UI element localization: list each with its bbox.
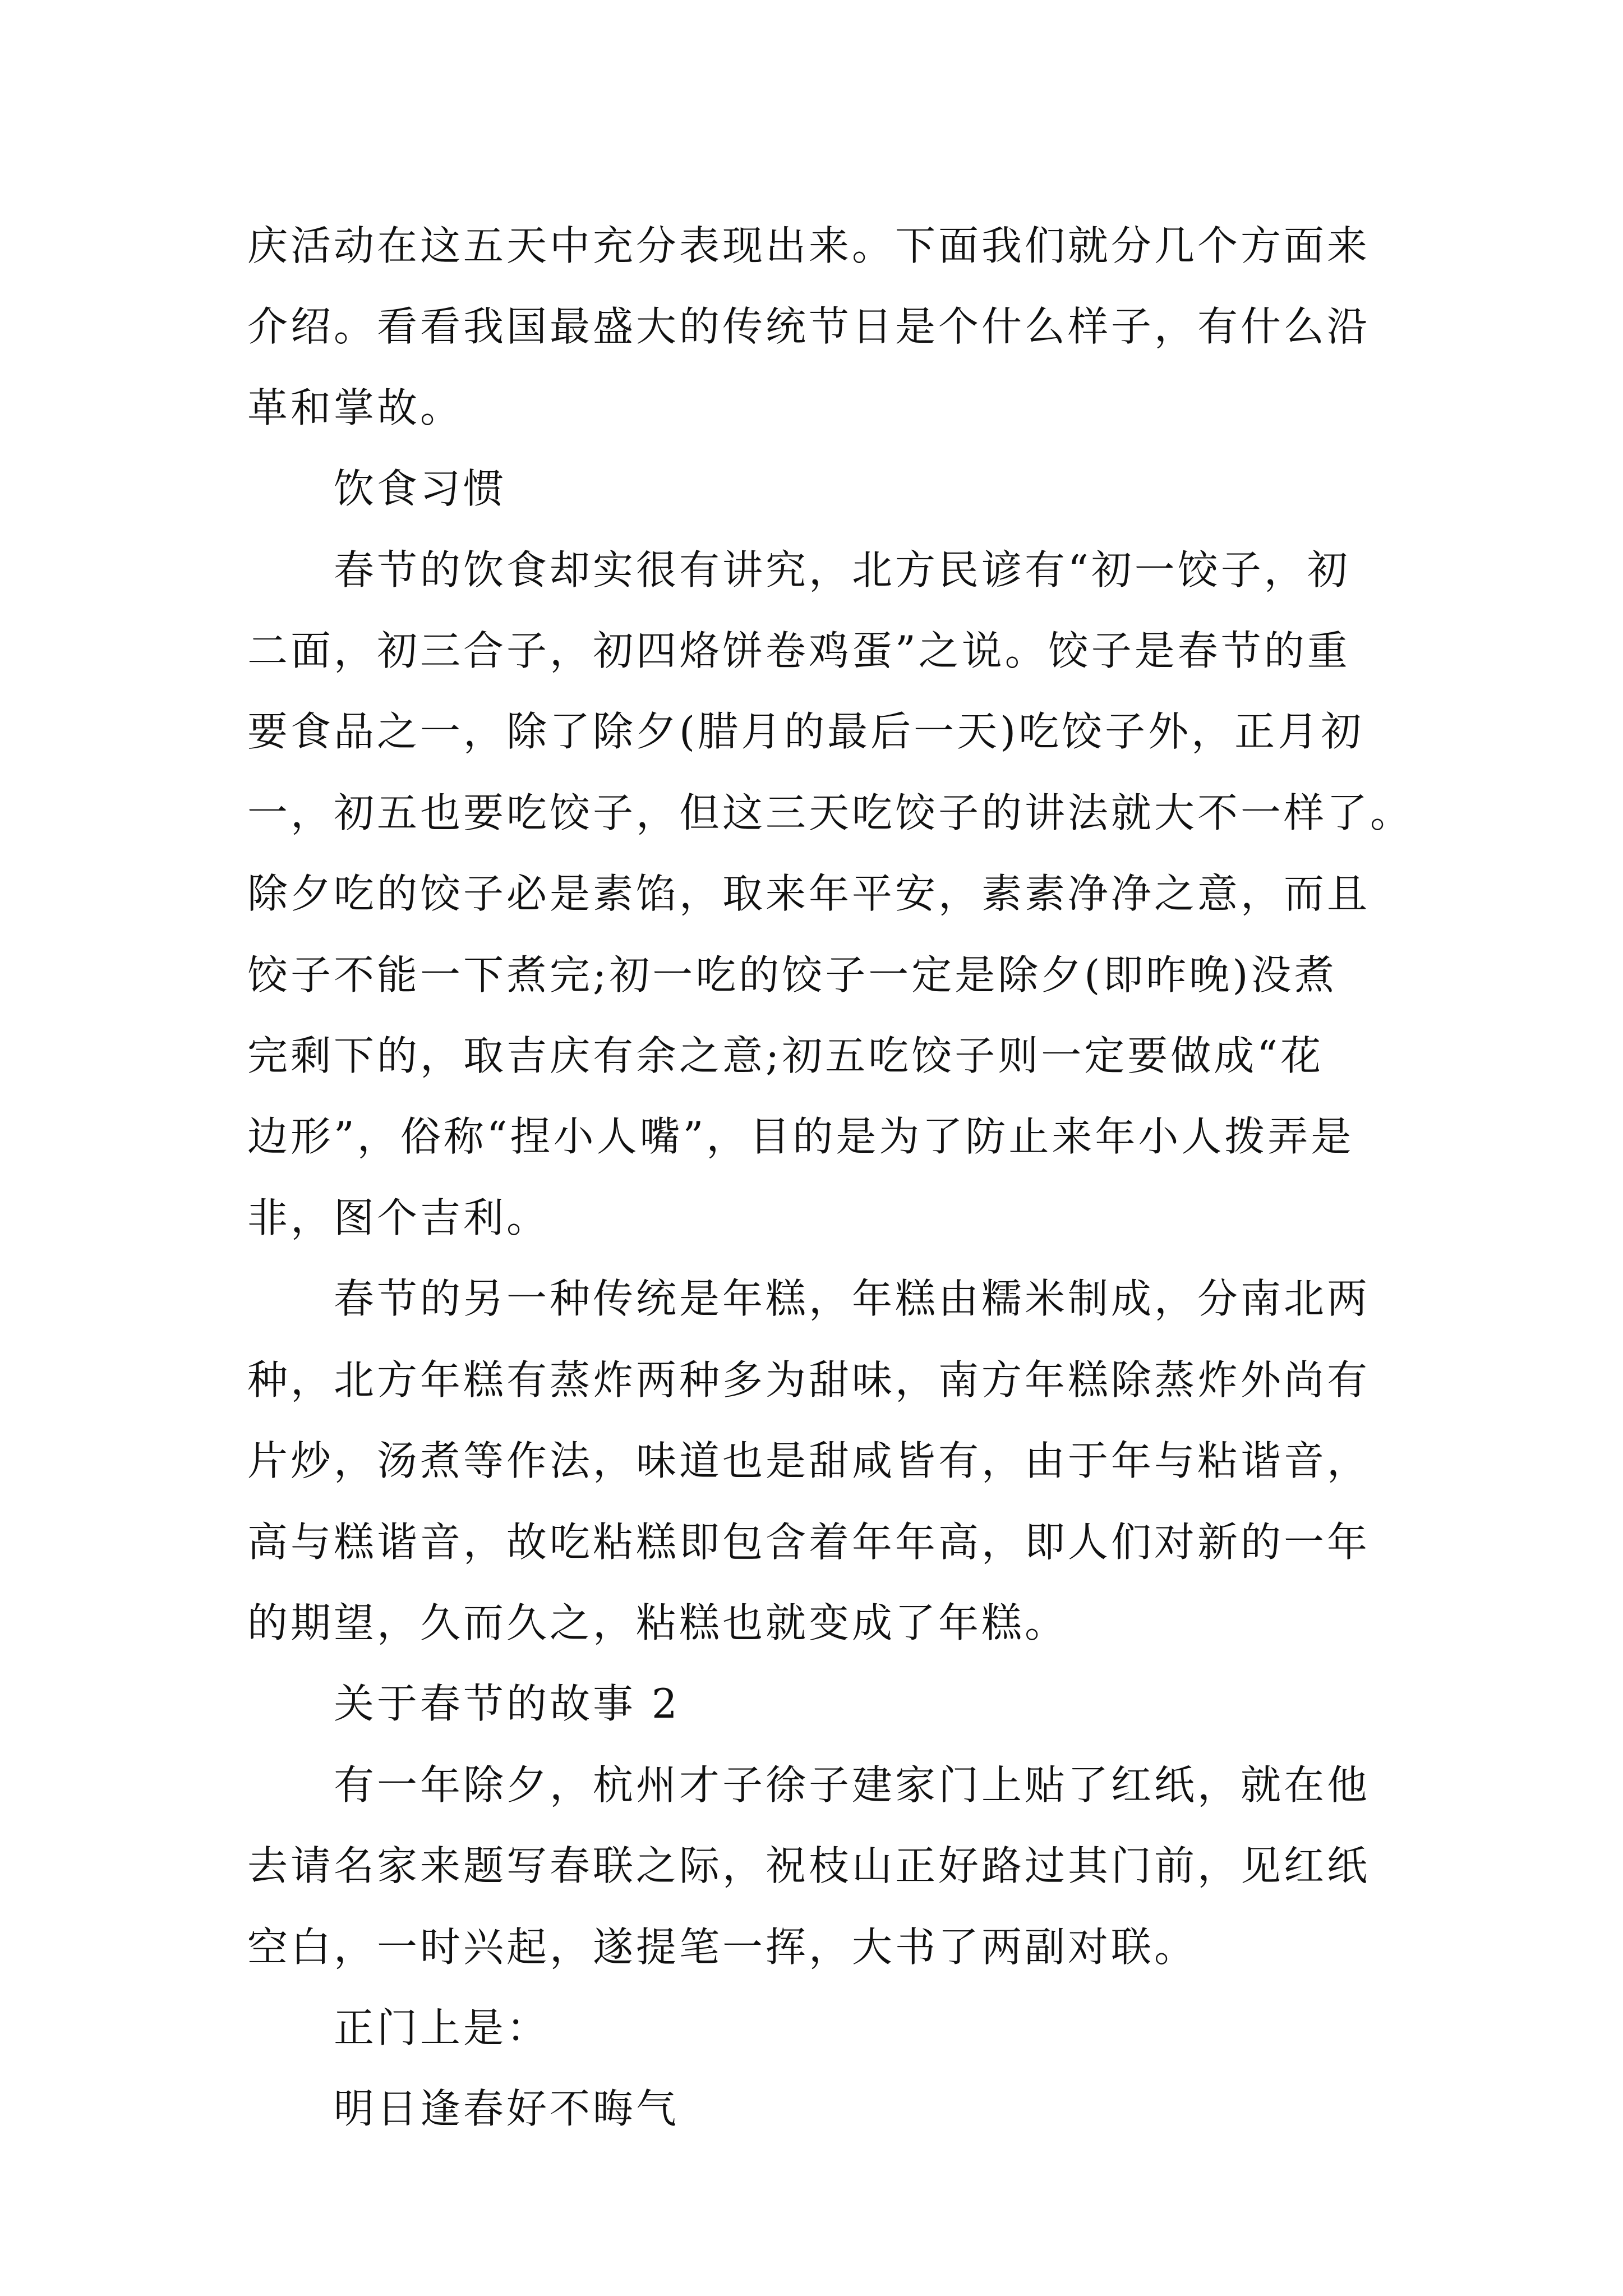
text-line: 高与糕谐音，故吃粘糕即包含着年年高，即人们对新的一年 [247,1518,1371,1566]
text-line: 春节的饮食却实很有讲究，北方民谚有“初一饺子，初 [334,546,1350,593]
paragraph [247,1987,1380,2068]
text-line: 完剩下的，取吉庆有余之意;初五吃饺子则一定要做成“花 [247,1032,1324,1080]
text-line: 除夕吃的饺子必是素馅，取来年平安，素素净净之意，而且 [247,870,1371,918]
paragraph [247,205,1380,448]
text-line: 非，图个吉利。 [247,1194,550,1241]
text-line: 空白，一时兴起，遂提笔一挥，大书了两副对联。 [247,1923,1198,1971]
section-heading [247,448,1380,529]
paragraph [247,1258,1380,1663]
text-line: 有一年除夕，杭州才子徐子建家门上贴了红纸，就在他 [334,1761,1371,1809]
paragraph [247,1745,1380,1987]
text-line: 正门上是： [334,2004,550,2051]
text-line: 片炒，汤煮等作法，味道也是甜咸皆有，由于年与粘谐音， [247,1437,1371,1485]
text-line: 要食品之一，除了除夕(腊月的最后一天)吃饺子外，正月初 [247,708,1364,756]
section-heading [247,1663,1380,1744]
text-line: 关于春节的故事 2 [334,1680,680,1728]
text-line: 革和掌故。 [247,384,464,431]
text-line: 饮食习惯 [334,465,507,513]
text-line: 介绍。看看我国最盛大的传统节日是个什么样子，有什么沿 [247,303,1371,351]
paragraph [247,530,1414,1259]
text-line: 边形”，俗称“捏小人嘴”，目的是为了防止来年小人拨弄是 [247,1113,1354,1161]
text-line: 二面，初三合子，初四烙饼卷鸡蛋”之说。饺子是春节的重 [247,627,1350,675]
text-line: 饺子不能一下煮完;初一吃的饺子一定是除夕(即昨晚)没煮 [247,951,1338,999]
text-line: 去请名家来题写春联之际，祝枝山正好路过其门前，见红纸 [247,1842,1371,1890]
text-line: 明日逢春好不晦气 [334,2085,680,2133]
document-body [247,205,1414,2150]
text-line: 一，初五也要吃饺子，但这三天吃饺子的讲法就大不一样了。 [247,789,1414,836]
text-line: 庆活动在这五天中充分表现出来。下面我们就分几个方面来 [247,222,1371,269]
text-line: 种，北方年糕有蒸炸两种多为甜味，南方年糕除蒸炸外尚有 [247,1356,1371,1404]
text-line: 的期望，久而久之，粘糕也就变成了年糕。 [247,1599,1068,1646]
paragraph [247,2068,1380,2149]
text-line: 春节的另一种传统是年糕，年糕由糯米制成，分南北两 [334,1275,1371,1323]
